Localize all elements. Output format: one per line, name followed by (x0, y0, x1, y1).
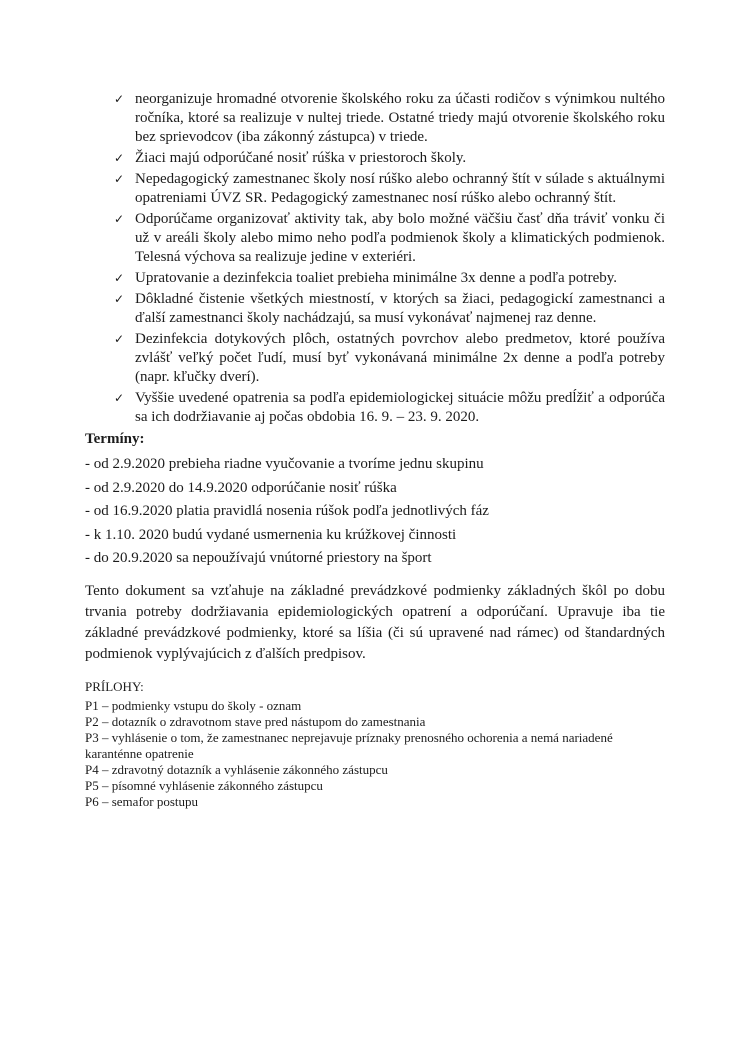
checklist-item-text: Dezinfekcia dotykových plôch, ostatných povrchov alebo predmetov, ktoré používa zvlášť veľký počet ľudí, musí byť vykonávaná minimálne 2x denne a podľa potreby (napr. kľučky dverí). (135, 331, 665, 385)
checklist (85, 90, 665, 427)
prilohy-section (85, 679, 665, 810)
checkmark-icon: ✓ (114, 212, 125, 226)
checklist-item-text: Žiaci majú odporúčané nosiť rúška v priestoroch školy. (135, 150, 467, 166)
checklist-item-text: Nepedagogický zamestnanec školy nosí rúško alebo ochranný štít v súlade s aktuálnymi opatreniami ÚVZ SR. Pedagogický zamestnanec nosí rúško alebo ochranný štít. (135, 171, 665, 206)
checklist-item (85, 389, 665, 427)
checklist-item-text: Vyššie uvedené opatrenia sa podľa epidemiologickej situácie môžu predĺžiť a odporúča sa ich dodržiavanie aj počas obdobia 16. 9. – 23. 9. 2020. (135, 390, 665, 425)
priloha-line: P5 – písomné vyhlásenie zákonného zástupcu (85, 778, 323, 793)
checklist-item-text: Upratovanie a dezinfekcia toaliet prebieha minimálne 3x denne a podľa potreby. (135, 270, 618, 286)
checklist-item (85, 210, 665, 267)
closing-paragraph: Tento dokument sa vzťahuje na základné prevádzkové podmienky základných škôl po dobu trvania potreby dodržiavania epidemiologických opatrení a odporúčaní. Upravuje iba tie základné prevádzkové podmienky, ktoré sa líšia (či sú upravené nad rámec) od štandardných podmienok vyplývajúcich z ďalších predpisov. (85, 583, 665, 662)
terminy-line: - k 1.10. 2020 budú vydané usmernenia ku krúžkovej činnosti (85, 526, 457, 543)
checklist-item-text: Dôkladné čistenie všetkých miestností, v ktorých sa žiaci, pedagogickí zamestnanci a ďalší zamestnanci školy nachádzajú, sa musí vykonávať najmenej raz denne. (135, 291, 665, 326)
priloha-line: P3 – vyhlásenie o tom, že zamestnanec neprejavuje príznaky prenosného ochorenia a nemá nariadené karanténne opatrenie (85, 730, 613, 761)
priloha-line: P4 – zdravotný dotazník a vyhlásenie zákonného zástupcu (85, 762, 388, 777)
checkmark-icon: ✓ (114, 172, 125, 186)
checkmark-icon: ✓ (114, 151, 125, 165)
terminy-heading: Termíny: (85, 431, 145, 447)
terminy-list (85, 455, 665, 568)
checkmark-icon: ✓ (114, 332, 125, 346)
checklist-item (85, 269, 665, 288)
priloha-line: P6 – semafor postupu (85, 794, 199, 809)
priloha-line: P2 – dotazník o zdravotnom stave pred nástupom do zamestnania (85, 714, 426, 729)
priloha-line: P1 – podmienky vstupu do školy - oznam (85, 698, 302, 713)
terminy-line: - od 2.9.2020 prebieha riadne vyučovanie a tvoríme jednu skupinu (85, 456, 484, 472)
checklist-item (85, 149, 665, 168)
terminy-line: - do 20.9.2020 sa nepoužívajú vnútorné priestory na šport (85, 550, 432, 566)
checklist-item (85, 330, 665, 387)
checklist-item (85, 170, 665, 208)
checklist-item (85, 290, 665, 328)
checklist-item-text: Odporúčame organizovať aktivity tak, aby bolo možné väčšiu časť dňa tráviť vonku či už v areáli školy alebo mimo neho podľa podmienok školy a klimatických podmienok. Telesná výchova sa realizuje jedine v exteriéri. (135, 211, 665, 265)
checkmark-icon: ✓ (114, 92, 125, 106)
checkmark-icon: ✓ (114, 271, 125, 285)
checkmark-icon: ✓ (114, 391, 125, 405)
checkmark-icon: ✓ (114, 292, 125, 306)
checklist-item-text: neorganizuje hromadné otvorenie školského roku za účasti rodičov s výnimkou nultého ročníka, ktoré sa realizuje v nultej triede. Ostatné triedy majú otvorenie školského roku bez sprievodcov (iba zákonný zástupca) v triede. (135, 91, 665, 145)
prilohy-list (85, 698, 665, 810)
terminy-line: - od 2.9.2020 do 14.9.2020 odporúčanie nosiť rúška (85, 479, 397, 496)
terminy-line: - od 16.9.2020 platia pravidlá nosenia rúšok podľa jednotlivých fáz (85, 503, 489, 519)
prilohy-heading: PRÍLOHY: (85, 679, 144, 694)
checklist-item (85, 90, 665, 147)
